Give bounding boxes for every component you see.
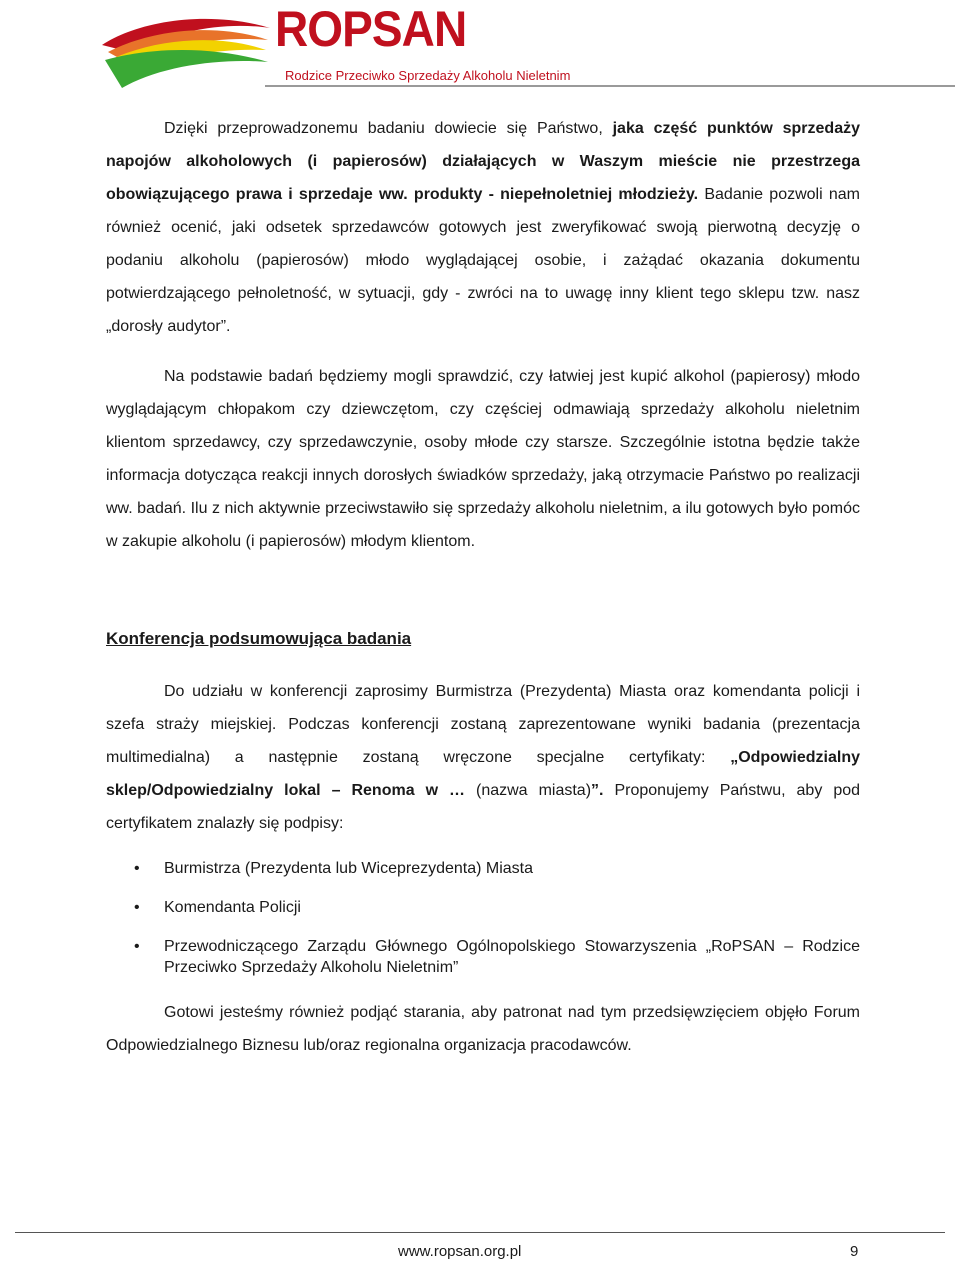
spacer	[106, 343, 860, 360]
list-item-text: Przewodniczącego Zarządu Głównego Ogólnopolskiego Stowarzyszenia „RoPSAN – Rodzice Przeciwko Sprzedaży Alkoholu Nieletnim”	[164, 938, 860, 976]
paragraph-1-rest: Badanie pozwoli nam również ocenić, jaki odsetek sprzedawców gotowych jest zweryfikować swoją pierwotną decyzję o podaniu alkoholu (papierosów) młodo wyglądającej osobie, i zażądać okazania dokumentu potwierdzającego pełnoletność, w sytuacji, gdy - zwróci na to uwagę inny klient tego sklepu tzw. nasz „dorosły audytor”.	[106, 186, 860, 335]
paragraph-3	[106, 675, 860, 840]
spacer	[106, 655, 860, 675]
paragraph-1-intro: Dzięki przeprowadzonemu badaniu dowiecie się Państwo,	[164, 120, 613, 137]
paragraph-1-bold: jaka część punktów sprzedaży napojów alkoholowych (i papierosów) działających w Waszym mieście nie przestrzega obowiązującego prawa i sprzedaje ww. produkty - niepełnoletniej młodzieży.	[106, 120, 861, 203]
list-item-text: Komendanta Policji	[164, 899, 301, 916]
signatories-list	[106, 858, 860, 978]
paragraph-2: Na podstawie badań będziemy mogli sprawdzić, czy łatwiej jest kupić alkohol (papierosy) młodo wyglądającym chłopakom czy dziewczętom, czy częściej odmawiają sprzedaży alkoholu nieletnim klientom sprzedawcy, czy sprzedawczynie, osoby młode czy starsze. Szczególnie istotna będzie także informacja dotycząca reakcji innych dorosłych świadków sprzedaży, jaką otrzymacie Państwo po realizacji ww. badań. Ilu z nich aktywnie przeciwstawiło się sprzedaży alkoholu nieletnim, a ilu gotowych było pomóc w zakupie alkoholu (i papierosów) młodym klientom.	[106, 368, 860, 550]
section-heading: Konferencja podsumowująca badania	[106, 629, 412, 648]
paragraph-1	[106, 112, 860, 343]
header-tagline: Rodzice Przeciwko Sprzedaży Alkoholu Nieletnim	[285, 68, 571, 83]
paragraph-3-text: Do udziału w konferencji zaprosimy Burmistrza (Prezydenta) Miasta oraz komendanta policji i szefa straży miejskiej. Podczas konferencji zostaną zaprezentowane wyniki badania (prezentacja multimedialna) a następnie zostaną wręczone specjalne certyfikaty:	[106, 683, 860, 766]
list-item	[106, 897, 860, 918]
spacer	[106, 558, 860, 622]
certificate-name: „Odpowiedzialny sklep/Odpowiedzialny lokal – Renoma w …	[106, 749, 860, 799]
list-item	[106, 858, 860, 879]
list-item-text: Burmistrza (Prezydenta lub Wiceprezydenta) Miasta	[164, 860, 534, 877]
bullet-icon: •	[134, 899, 140, 916]
footer-divider	[15, 1232, 945, 1233]
bullet-icon: •	[134, 938, 140, 955]
certificate-city-placeholder: (nazwa miasta)	[465, 782, 592, 799]
bullet-icon: •	[134, 860, 140, 877]
footer-url: www.ropsan.org.pl	[398, 1243, 522, 1260]
certificate-name-end: ”.	[591, 782, 604, 799]
page-header	[0, 0, 960, 100]
list-item	[106, 936, 860, 978]
page-number: 9	[850, 1243, 859, 1260]
page-content	[106, 112, 860, 1062]
header-divider	[265, 85, 955, 87]
logo-wordmark: ROPSAN	[275, 1, 467, 57]
logo-green-swoosh	[105, 50, 268, 88]
paragraph-3-tail: Proponujemy Państwu, aby pod certyfikatem znalazły się podpisy:	[106, 782, 861, 832]
paragraph-4: Gotowi jesteśmy również podjąć starania, aby patronat nad tym przedsięwzięciem objęło Forum Odpowiedzialnego Biznesu lub/oraz regionalna organizacja pracodawców.	[106, 1004, 860, 1054]
